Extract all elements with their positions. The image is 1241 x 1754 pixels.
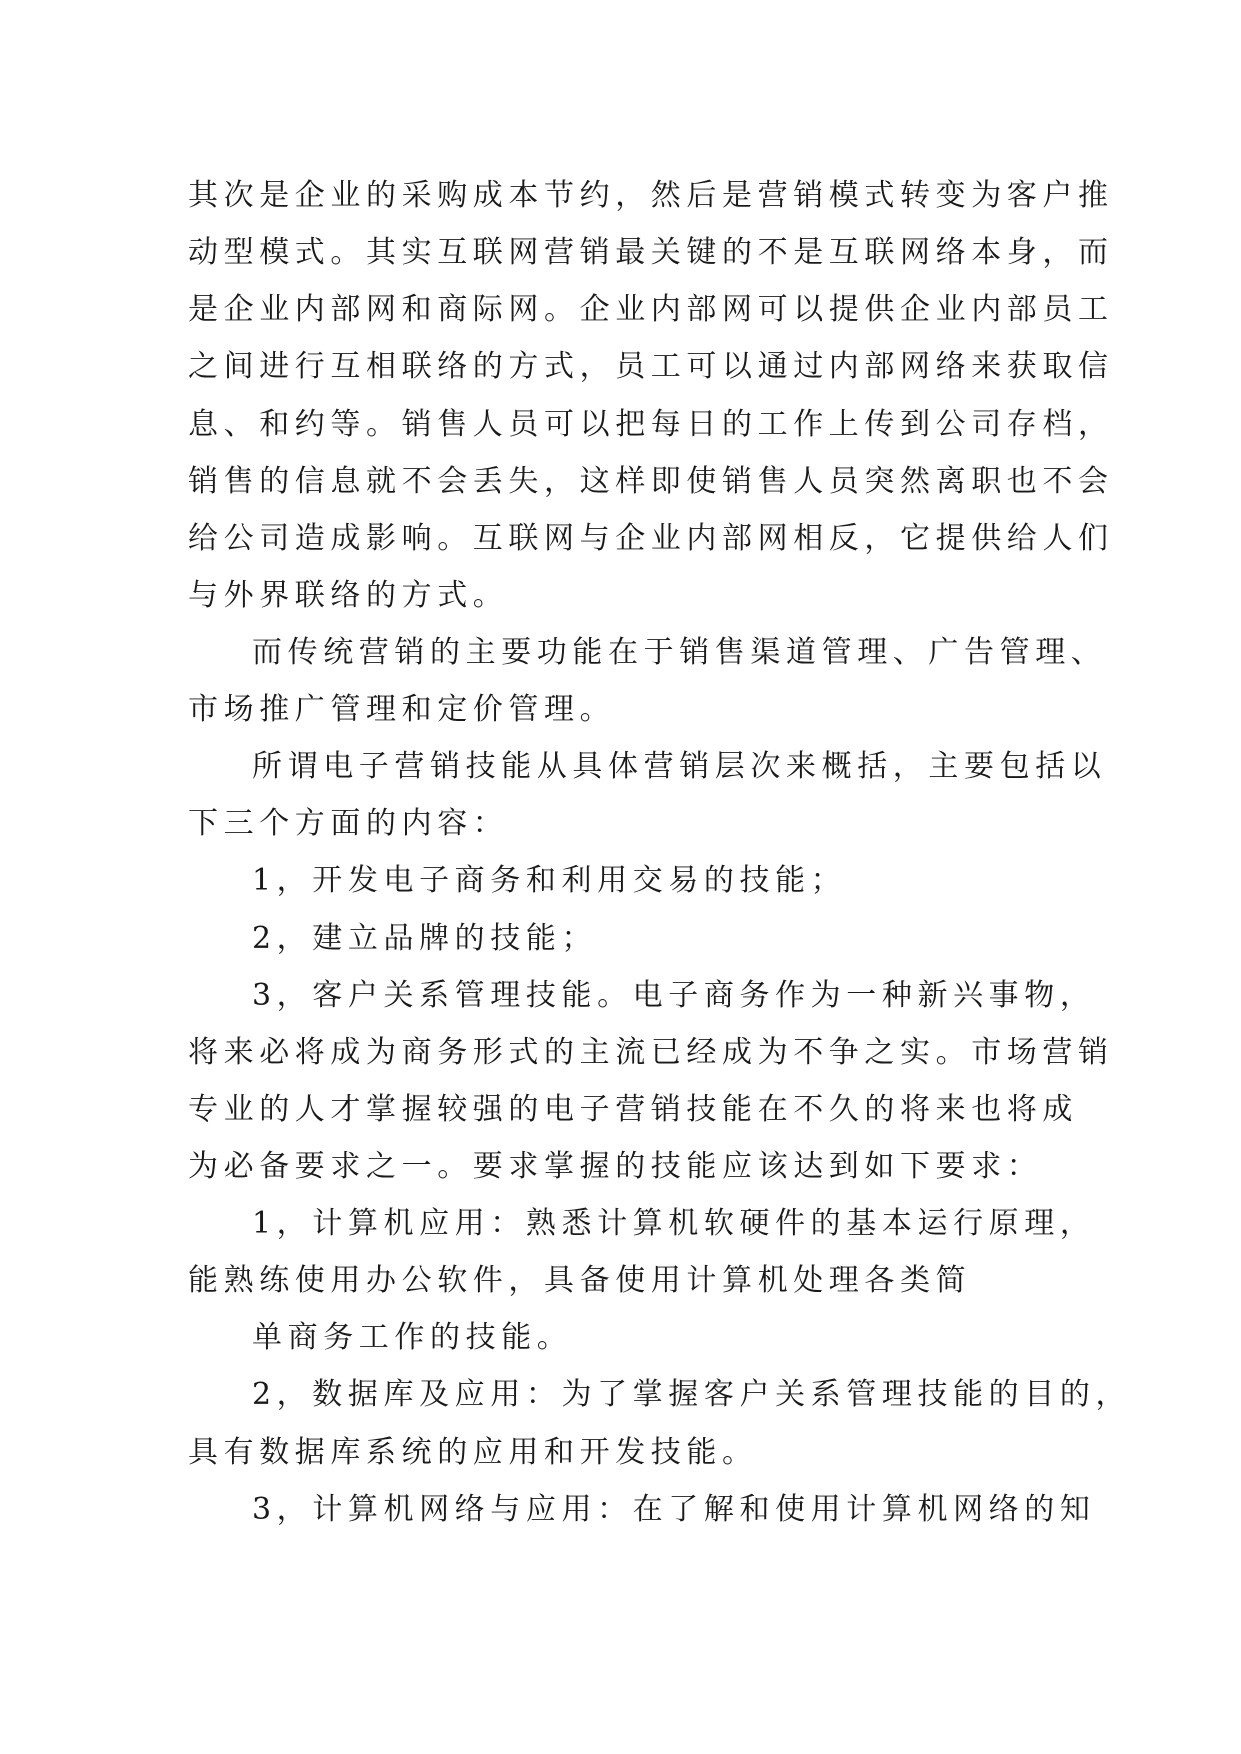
text-line: 与外界联络的方式。	[188, 578, 509, 613]
text-line: 动型模式。其实互联网营销最关键的不是互联网络本身，而	[188, 235, 1114, 270]
text-line: 给公司造成影响。互联网与企业内部网相反，它提供给人们	[188, 521, 1114, 556]
text-line: 市场推广管理和定价管理。	[188, 692, 616, 727]
text-line: 息、和约等。销售人员可以把每日的工作上传到公司存档，	[188, 407, 1114, 442]
text-line: 之间进行互相联络的方式，员工可以通过内部网络来获取信	[188, 349, 1114, 384]
list-item: 1，计算机应用：熟悉计算机软硬件的基本运行原理，	[252, 1206, 1096, 1241]
text-line: 专业的人才掌握较强的电子营销技能在不久的将来也将成	[188, 1092, 1078, 1127]
text-line: 单商务工作的技能。	[252, 1320, 573, 1355]
text-line: 为必备要求之一。要求掌握的技能应该达到如下要求：	[188, 1149, 1043, 1184]
list-item: 3，客户关系管理技能。电子商务作为一种新兴事物，	[252, 978, 1096, 1013]
text-line: 下三个方面的内容：	[188, 806, 509, 841]
text-line: 其次是企业的采购成本节约，然后是营销模式转变为客户推	[188, 178, 1114, 213]
list-item: 2，数据库及应用：为了掌握客户关系管理技能的目的，	[252, 1377, 1132, 1412]
list-item: 2，建立品牌的技能；	[252, 921, 598, 956]
list-item: 1，开发电子商务和利用交易的技能；	[252, 863, 847, 898]
paragraph-first-line: 而传统营销的主要功能在于销售渠道管理、广告管理、	[252, 635, 1107, 670]
text-line: 具有数据库系统的应用和开发技能。	[188, 1435, 758, 1470]
text-line: 能熟练使用办公软件，具备使用计算机处理各类简	[188, 1263, 972, 1298]
paragraph-first-line: 所谓电子营销技能从具体营销层次来概括，主要包括以	[252, 749, 1107, 784]
text-line: 销售的信息就不会丢失，这样即使销售人员突然离职也不会	[188, 464, 1114, 499]
text-line: 是企业内部网和商际网。企业内部网可以提供企业内部员工	[188, 292, 1114, 327]
text-line: 将来必将成为商务形式的主流已经成为不争之实。市场营销	[188, 1035, 1114, 1070]
list-item: 3，计算机网络与应用：在了解和使用计算机网络的知	[252, 1492, 1096, 1527]
